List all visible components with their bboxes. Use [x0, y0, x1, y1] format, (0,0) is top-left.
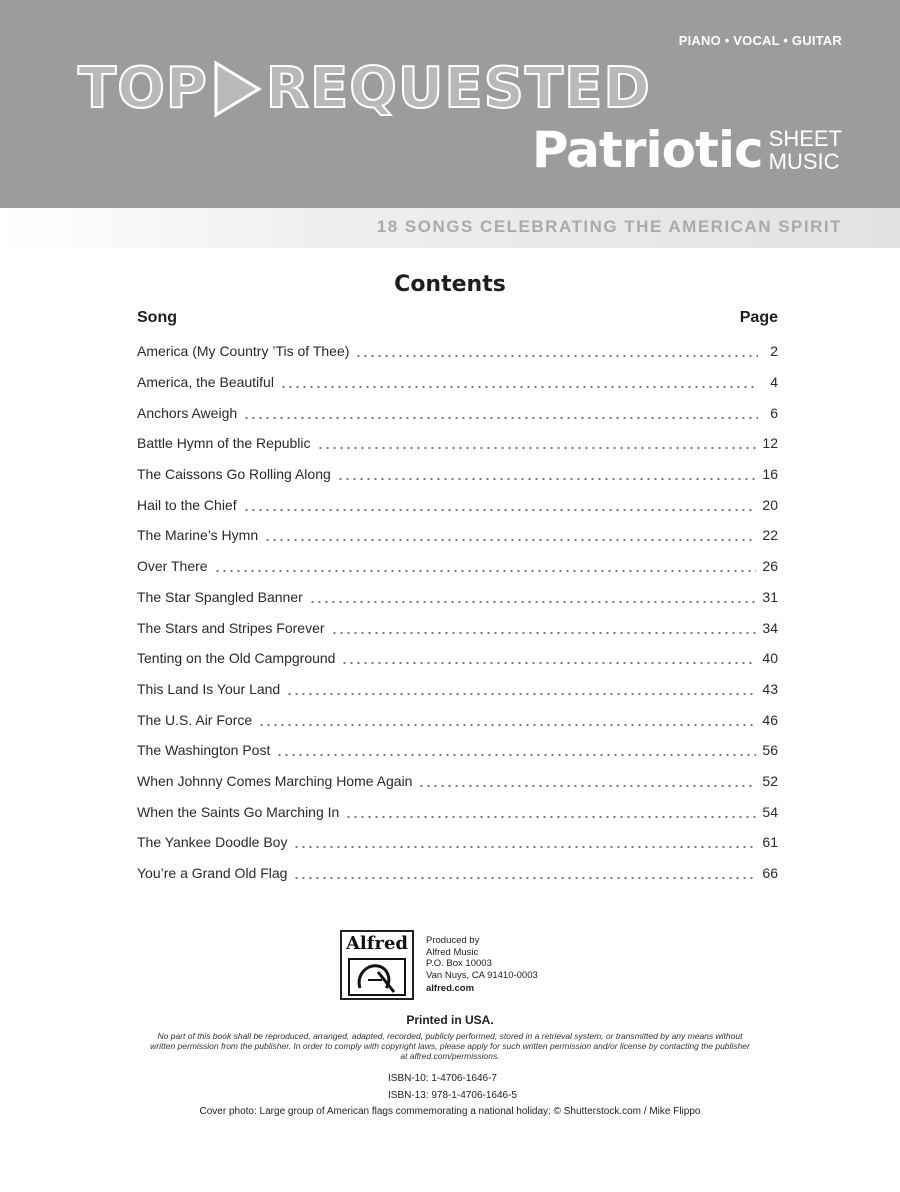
- toc-entry-title: Anchors Aweigh: [137, 404, 238, 421]
- toc-entry-page: 34: [762, 619, 778, 636]
- toc-entry-page: 40: [762, 650, 778, 667]
- toc-entry-page: 6: [770, 404, 778, 421]
- book-title-sub-line2: MUSIC: [768, 149, 840, 174]
- toc-entry: [137, 367, 778, 398]
- publisher-address: [426, 935, 538, 995]
- publisher-name: Alfred Music: [426, 946, 479, 958]
- dot-leader: [418, 774, 756, 788]
- publisher-city: Van Nuys, CA 91410-0003: [426, 969, 538, 981]
- toc-entry: [137, 489, 778, 520]
- dot-leader: [293, 866, 756, 880]
- produced-by-label: Produced by: [426, 935, 480, 946]
- alfred-logo-word: Alfred: [345, 933, 409, 954]
- dot-leader: [258, 713, 756, 727]
- dot-leader: [286, 682, 756, 696]
- dot-leader: [345, 805, 756, 819]
- dot-leader: [243, 406, 758, 420]
- dot-leader: [331, 621, 757, 635]
- toc-entry-title: The U.S. Air Force: [137, 711, 253, 728]
- book-subtitle: 18 SONGS CELEBRATING THE AMERICAN SPIRIT: [376, 217, 842, 236]
- toc-entry: [137, 397, 778, 428]
- toc-entry: [137, 643, 778, 674]
- toc-entry-title: America, the Beautiful: [137, 374, 274, 391]
- toc-entry-title: The Marine’s Hymn: [137, 527, 259, 544]
- toc-entry-title: Hail to the Chief: [137, 496, 237, 513]
- toc-entry: [137, 704, 778, 735]
- publisher-url[interactable]: alfred.com: [426, 983, 475, 994]
- toc-entry-page: 4: [770, 374, 778, 391]
- series-logo-top: TOP: [78, 56, 208, 121]
- toc-entry-title: America (My Country ’Tis of Thee): [137, 343, 350, 360]
- toc-entry-page: 20: [762, 496, 778, 513]
- toc-entry-title: The Yankee Doodle Boy: [137, 834, 288, 851]
- toc-entry-title: Battle Hymn of the Republic: [137, 435, 311, 452]
- toc-entry-title: When Johnny Comes Marching Home Again: [137, 772, 413, 789]
- toc-entry: [137, 612, 778, 643]
- publisher-po-box: P.O. Box 10003: [426, 958, 492, 969]
- toc-entry-page: 61: [762, 834, 778, 851]
- toc-entry-title: When the Saints Go Marching In: [137, 803, 340, 820]
- dot-leader: [355, 344, 758, 358]
- toc-entry: [137, 735, 778, 766]
- toc-entry-page: 2: [770, 343, 778, 360]
- toc-entry: [137, 428, 778, 459]
- toc-entry: [137, 459, 778, 490]
- toc-entry-page: 12: [762, 435, 778, 452]
- toc-entry: [137, 582, 778, 613]
- toc-entry-page: 16: [762, 466, 778, 483]
- toc-entry-title: Tenting on the Old Campground: [137, 650, 336, 667]
- copyright-notice: No part of this book shall be reproduced, arranged, adapted, recorded, publicly performed, stored in a retrieval system, or transmitted by any means without written permission from the publisher. In order to comply with copyright laws, please apply for such written permission and/or license by contacting the publisher at alfred.com/permissions.: [150, 1031, 750, 1061]
- song-column-header: Song: [137, 309, 177, 326]
- series-logo: [78, 58, 651, 120]
- alfred-emblem-icon: [348, 958, 406, 996]
- printed-in: Printed in USA.: [406, 1013, 494, 1027]
- book-title: [532, 120, 842, 180]
- toc-entry-title: The Star Spangled Banner: [137, 588, 303, 605]
- dot-leader: [309, 590, 757, 604]
- page-column-header: Page: [739, 309, 778, 326]
- dot-leader: [264, 528, 756, 542]
- toc-entry-page: 66: [762, 865, 778, 882]
- toc-entry-title: The Caissons Go Rolling Along: [137, 466, 331, 483]
- toc-entry: [137, 827, 778, 858]
- toc-entry: [137, 336, 778, 367]
- toc-entry-page: 56: [762, 742, 778, 759]
- dot-leader: [276, 743, 756, 757]
- toc-entry-page: 52: [762, 772, 778, 789]
- book-title-sub-line1: SHEET: [768, 126, 842, 151]
- table-of-contents: [137, 336, 778, 888]
- toc-entry-page: 22: [762, 527, 778, 544]
- instrumentation-tag: PIANO • VOCAL • GUITAR: [678, 33, 842, 48]
- book-title-sub: [769, 127, 842, 173]
- toc-entry: [137, 520, 778, 551]
- dot-leader: [341, 651, 756, 665]
- toc-entry-page: 31: [762, 588, 778, 605]
- toc-entry: [137, 858, 778, 889]
- toc-entry: [137, 766, 778, 797]
- toc-entry-page: 54: [762, 803, 778, 820]
- toc-entry-page: 46: [762, 711, 778, 728]
- series-logo-requested: REQUESTED: [265, 56, 651, 121]
- toc-entry-page: 26: [762, 558, 778, 575]
- dot-leader: [214, 559, 757, 573]
- toc-entry: [137, 796, 778, 827]
- book-title-main: Patriotic: [531, 121, 763, 179]
- toc-entry-title: Over There: [137, 558, 208, 575]
- toc-entry-page: 43: [762, 680, 778, 697]
- dot-leader: [317, 436, 757, 450]
- isbn-13: ISBN-13: 978-1-4706-1646-5: [388, 1090, 517, 1101]
- isbn-10: ISBN-10: 1-4706-1646-7: [388, 1073, 497, 1084]
- alfred-logo: [340, 930, 414, 1000]
- play-arrow-icon: [212, 60, 262, 118]
- dot-leader: [280, 375, 758, 389]
- contents-heading: Contents: [394, 272, 506, 297]
- dot-leader: [243, 498, 757, 512]
- dot-leader: [293, 835, 756, 849]
- toc-entry-title: This Land Is Your Land: [137, 680, 281, 697]
- toc-entry: [137, 674, 778, 705]
- dot-leader: [337, 467, 757, 481]
- toc-entry: [137, 551, 778, 582]
- cover-photo-credit: Cover photo: Large group of American flags commemorating a national holiday: © Shutterstock.com / Mike Flippo: [199, 1106, 701, 1117]
- toc-entry-title: The Washington Post: [137, 742, 271, 759]
- toc-entry-title: The Stars and Stripes Forever: [137, 619, 325, 636]
- toc-entry-title: You’re a Grand Old Flag: [137, 865, 288, 882]
